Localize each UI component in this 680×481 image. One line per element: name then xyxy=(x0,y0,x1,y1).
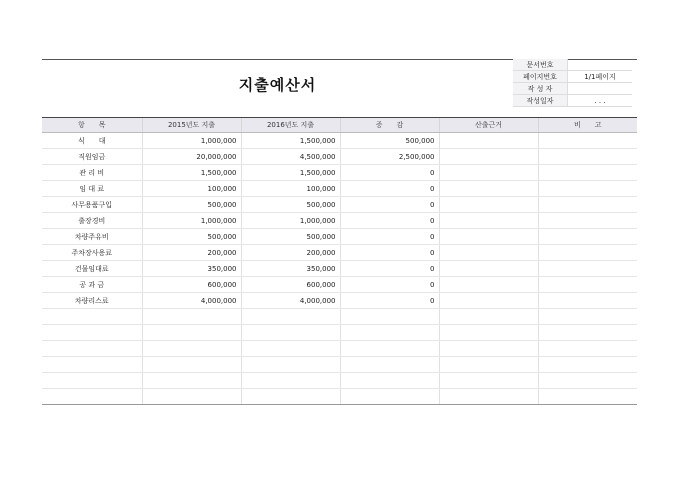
cell-spend-2015[interactable]: 500,000 xyxy=(142,197,241,213)
cell-spend-2016[interactable]: 1,500,000 xyxy=(241,133,340,149)
cell-spend-2016[interactable]: 500,000 xyxy=(241,197,340,213)
cell-basis[interactable] xyxy=(439,293,538,309)
cell-spend-2015[interactable] xyxy=(142,309,241,325)
cell-remarks[interactable] xyxy=(538,213,637,229)
cell-spend-2015[interactable]: 350,000 xyxy=(142,261,241,277)
cell-basis[interactable] xyxy=(439,229,538,245)
cell-remarks[interactable] xyxy=(538,373,637,389)
cell-remarks[interactable] xyxy=(538,181,637,197)
table-row xyxy=(42,341,637,357)
cell-spend-2015[interactable]: 1,500,000 xyxy=(142,165,241,181)
meta-row-author xyxy=(513,83,632,95)
cell-change[interactable]: 0 xyxy=(340,293,439,309)
cell-spend-2016[interactable]: 4,500,000 xyxy=(241,149,340,165)
cell-remarks[interactable] xyxy=(538,357,637,373)
cell-spend-2015[interactable]: 100,000 xyxy=(142,181,241,197)
cell-item[interactable]: 출장경비 xyxy=(42,213,142,229)
table-row xyxy=(42,293,637,309)
cell-spend-2016[interactable]: 4,000,000 xyxy=(241,293,340,309)
cell-change[interactable]: 0 xyxy=(340,229,439,245)
header-spend-2015: 2015년도 지출 xyxy=(142,118,241,133)
cell-basis[interactable] xyxy=(439,357,538,373)
table-row xyxy=(42,229,637,245)
cell-item[interactable] xyxy=(42,357,142,373)
cell-basis[interactable] xyxy=(439,165,538,181)
cell-item[interactable] xyxy=(42,309,142,325)
cell-spend-2015[interactable]: 1,000,000 xyxy=(142,213,241,229)
table-row xyxy=(42,277,637,293)
cell-basis[interactable] xyxy=(439,277,538,293)
cell-remarks[interactable] xyxy=(538,293,637,309)
meta-value-author[interactable] xyxy=(568,83,633,95)
cell-remarks[interactable] xyxy=(538,277,637,293)
cell-spend-2015[interactable] xyxy=(142,325,241,341)
table-row xyxy=(42,165,637,181)
cell-spend-2016[interactable]: 350,000 xyxy=(241,261,340,277)
header-item: 항 목 xyxy=(42,118,142,133)
cell-change[interactable]: 0 xyxy=(340,197,439,213)
cell-item[interactable] xyxy=(42,373,142,389)
cell-spend-2016[interactable] xyxy=(241,357,340,373)
cell-spend-2015[interactable] xyxy=(142,373,241,389)
cell-change[interactable] xyxy=(340,309,439,325)
cell-remarks[interactable] xyxy=(538,149,637,165)
cell-basis[interactable] xyxy=(439,325,538,341)
cell-basis[interactable] xyxy=(439,389,538,405)
cell-basis[interactable] xyxy=(439,133,538,149)
meta-row-doc-number xyxy=(513,59,632,71)
meta-label-doc-number: 문서번호 xyxy=(513,59,568,71)
cell-change[interactable] xyxy=(340,325,439,341)
cell-spend-2015[interactable]: 500,000 xyxy=(142,229,241,245)
table-row xyxy=(42,213,637,229)
cell-spend-2015[interactable]: 4,000,000 xyxy=(142,293,241,309)
cell-spend-2016[interactable]: 100,000 xyxy=(241,181,340,197)
cell-basis[interactable] xyxy=(439,181,538,197)
cell-change[interactable]: 2,500,000 xyxy=(340,149,439,165)
meta-label-author: 작 성 자 xyxy=(513,83,568,95)
table-row xyxy=(42,325,637,341)
cell-spend-2016[interactable] xyxy=(241,325,340,341)
cell-change[interactable] xyxy=(340,389,439,405)
cell-item[interactable]: 건물임대료 xyxy=(42,261,142,277)
cell-spend-2016[interactable]: 200,000 xyxy=(241,245,340,261)
cell-change[interactable] xyxy=(340,357,439,373)
cell-item[interactable] xyxy=(42,325,142,341)
table-row xyxy=(42,245,637,261)
document-title: 지출예산서 xyxy=(238,75,317,94)
meta-value-date[interactable]: . . . xyxy=(568,95,633,107)
cell-change[interactable]: 0 xyxy=(340,181,439,197)
cell-remarks[interactable] xyxy=(538,261,637,277)
cell-remarks[interactable] xyxy=(538,309,637,325)
cell-basis[interactable] xyxy=(439,261,538,277)
header-spend-2016: 2016년도 지출 xyxy=(241,118,340,133)
cell-basis[interactable] xyxy=(439,197,538,213)
cell-spend-2016[interactable] xyxy=(241,389,340,405)
cell-spend-2015[interactable]: 600,000 xyxy=(142,277,241,293)
cell-remarks[interactable] xyxy=(538,325,637,341)
cell-item[interactable]: 임 대 료 xyxy=(42,181,142,197)
cell-remarks[interactable] xyxy=(538,341,637,357)
meta-label-page-number: 페이지번호 xyxy=(513,71,568,83)
cell-spend-2016[interactable]: 1,000,000 xyxy=(241,213,340,229)
cell-spend-2015[interactable] xyxy=(142,341,241,357)
cell-item[interactable]: 직원임금 xyxy=(42,149,142,165)
cell-change[interactable]: 0 xyxy=(340,165,439,181)
cell-remarks[interactable] xyxy=(538,133,637,149)
meta-label-date: 작성일자 xyxy=(513,95,568,107)
document-meta-table xyxy=(513,59,632,107)
cell-spend-2015[interactable] xyxy=(142,357,241,373)
cell-change[interactable]: 0 xyxy=(340,261,439,277)
table-row xyxy=(42,181,637,197)
cell-remarks[interactable] xyxy=(538,197,637,213)
cell-item[interactable]: 차량주유비 xyxy=(42,229,142,245)
cell-change[interactable] xyxy=(340,373,439,389)
table-row xyxy=(42,261,637,277)
header-basis: 산출근거 xyxy=(439,118,538,133)
cell-item[interactable]: 공 과 금 xyxy=(42,277,142,293)
meta-value-page-number[interactable]: 1/1페이지 xyxy=(568,71,633,83)
cell-item[interactable] xyxy=(42,341,142,357)
meta-value-doc-number[interactable] xyxy=(568,59,633,71)
cell-spend-2015[interactable] xyxy=(142,389,241,405)
cell-item[interactable]: 사무용품구입 xyxy=(42,197,142,213)
table-body xyxy=(42,133,637,405)
cell-change[interactable]: 0 xyxy=(340,213,439,229)
cell-basis[interactable] xyxy=(439,309,538,325)
cell-change[interactable]: 0 xyxy=(340,277,439,293)
cell-basis[interactable] xyxy=(439,341,538,357)
cell-basis[interactable] xyxy=(439,245,538,261)
meta-row-page-number xyxy=(513,71,632,83)
cell-item[interactable]: 주차장사용료 xyxy=(42,245,142,261)
table-row xyxy=(42,309,637,325)
table-row xyxy=(42,133,637,149)
header-change: 증 감 xyxy=(340,118,439,133)
cell-remarks[interactable] xyxy=(538,389,637,405)
cell-basis[interactable] xyxy=(439,149,538,165)
cell-spend-2015[interactable]: 1,000,000 xyxy=(142,133,241,149)
cell-spend-2016[interactable] xyxy=(241,373,340,389)
header-remarks: 비 고 xyxy=(538,118,637,133)
cell-spend-2016[interactable]: 500,000 xyxy=(241,229,340,245)
cell-change[interactable] xyxy=(340,341,439,357)
cell-spend-2016[interactable]: 600,000 xyxy=(241,277,340,293)
cell-spend-2016[interactable] xyxy=(241,341,340,357)
cell-item[interactable]: 관 리 비 xyxy=(42,165,142,181)
table-row xyxy=(42,389,637,405)
cell-item[interactable] xyxy=(42,389,142,405)
cell-item[interactable]: 차량리스료 xyxy=(42,293,142,309)
meta-row-date xyxy=(513,95,632,107)
cell-remarks[interactable] xyxy=(538,245,637,261)
table-row xyxy=(42,357,637,373)
cell-remarks[interactable] xyxy=(538,229,637,245)
cell-change[interactable]: 0 xyxy=(340,245,439,261)
budget-table xyxy=(42,117,637,405)
cell-basis[interactable] xyxy=(439,213,538,229)
cell-spend-2015[interactable]: 20,000,000 xyxy=(142,149,241,165)
table-header-row xyxy=(42,118,637,133)
cell-basis[interactable] xyxy=(439,373,538,389)
table-row xyxy=(42,149,637,165)
cell-change[interactable]: 500,000 xyxy=(340,133,439,149)
cell-item[interactable]: 식 대 xyxy=(42,133,142,149)
table-row xyxy=(42,197,637,213)
cell-spend-2015[interactable]: 200,000 xyxy=(142,245,241,261)
cell-spend-2016[interactable]: 1,500,000 xyxy=(241,165,340,181)
cell-spend-2016[interactable] xyxy=(241,309,340,325)
table-row xyxy=(42,373,637,389)
cell-remarks[interactable] xyxy=(538,165,637,181)
